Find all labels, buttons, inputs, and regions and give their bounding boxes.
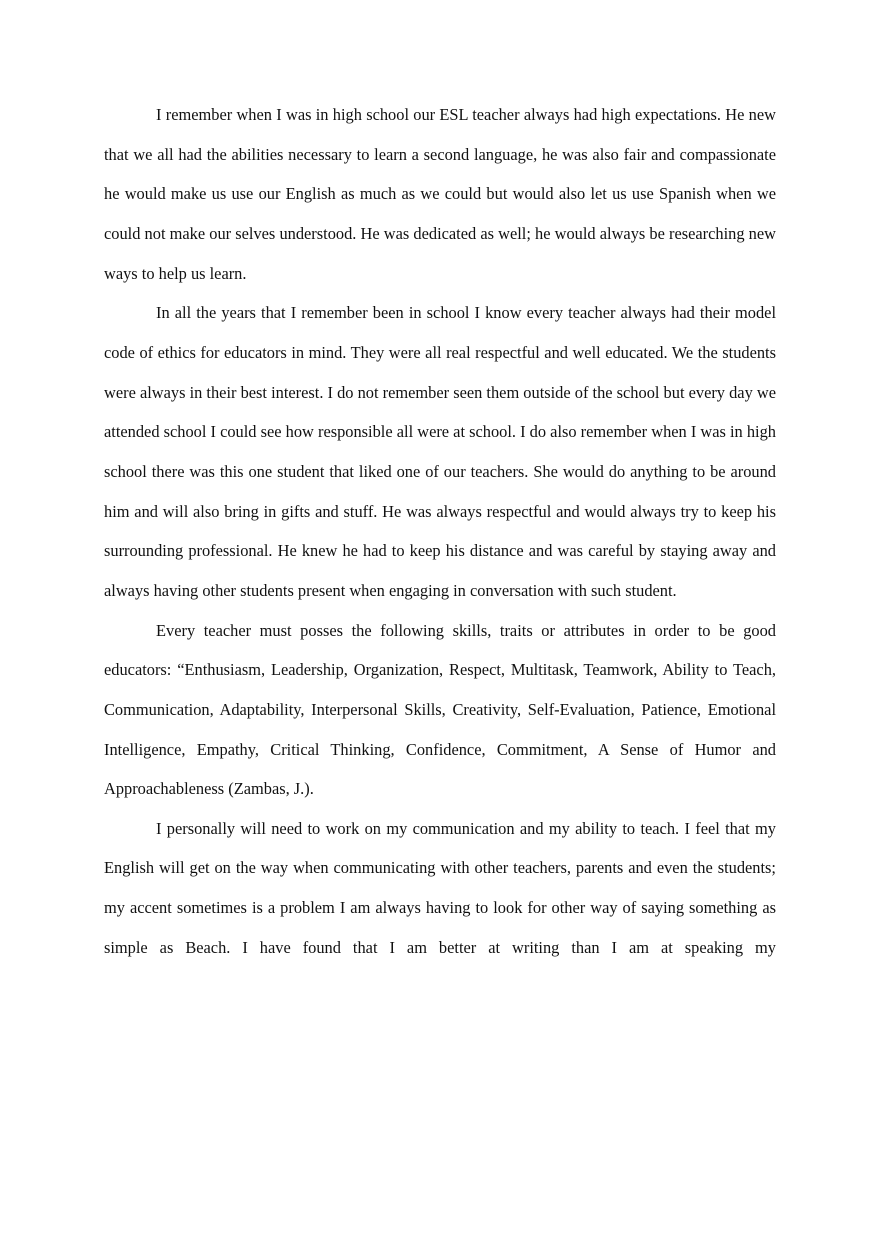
paragraph-personal-improvement: I personally will need to work on my communication and my ability to teach. I feel that my English will get on the way when communicating with other teachers, parents and even the students; my accent sometimes is a problem I am always having to look for other way of saying something as simple as Beach. I have found that I am better at writing than I am at speaking my [104, 818, 776, 957]
document-body [104, 95, 776, 967]
paragraph-code-of-ethics: In all the years that I remember been in school I know every teacher always had their model code of ethics for educators in mind. They were all real respectful and well educated. We the students were always in their best interest. I do not remember seen them outside of the school but every day we attended school I could see how responsible all were at school. I do also remember when I was in high school there was this one student that liked one of our teachers. She would do anything to be around him and will also bring in gifts and stuff. He was always respectful and would always try to keep his surrounding professional. He knew he had to keep his distance and was careful by staying away and always having other students present when engaging in conversation with such student. [104, 303, 776, 600]
paragraph-esl-teacher: I remember when I was in high school our ESL teacher always had high expectations. He new that we all had the abilities necessary to learn a second language, he was also fair and compassionate he would make us use our English as much as we could but would also let us use Spanish when we could not make our selves understood. He was dedicated as well; he would always be researching new ways to help us learn. [104, 105, 776, 283]
paragraph-teacher-skills: Every teacher must posses the following skills, traits or attributes in order to be good educators: “Enthusiasm, Leadership, Organization, Respect, Multitask, Teamwork, Ability to Teach, Communication, Adaptability, Interpersonal Skills, Creativity, Self-Evaluation, Patience, Emotional Intelligence, Empathy, Critical Thinking, Confidence, Commitment, A Sense of Humor and Approachableness (Zambas, J.). [104, 620, 776, 799]
